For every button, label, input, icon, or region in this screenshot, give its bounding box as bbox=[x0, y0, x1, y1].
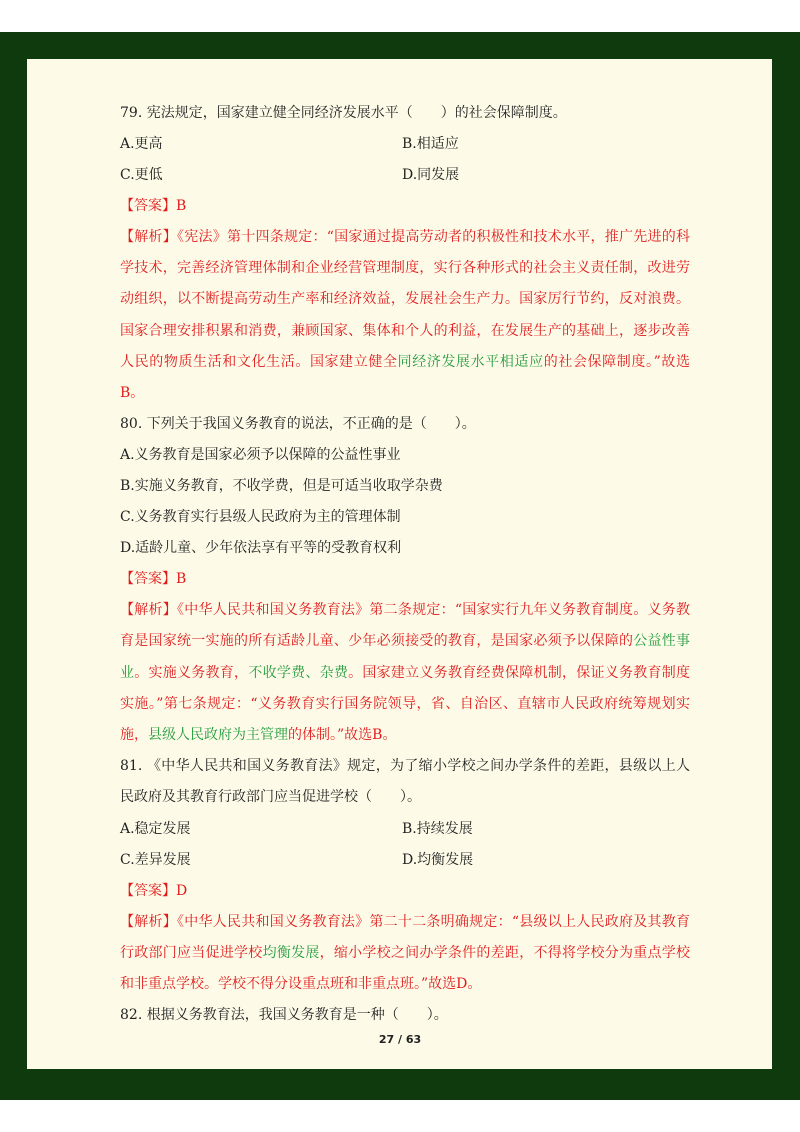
analysis-text: 【解析】《宪法》第十四条规定：“国家通过提高劳动者的积极性和技术水平，推广先进的科学技术，完善经济管理体制和企业经营管理制度，实行各种形式的社会主义责任制，改进劳动组织，以不断提高劳动生产率和经济效益，发展社会生产力。国家厉行节约，反对浪费。国家合理安排积累和消费，兼顾国家、集体和个人的利益，在发展生产的基础上，逐步改善人民的物质生活和文化生活。国家建立健全 bbox=[120, 229, 690, 370]
analysis-text: 【解析】《中华人民共和国义务教育法》第二条规定：“国家实行九年义务教育制度。义务教育是国家统一实施的所有适龄儿童、少年必须接受的教育，是国家必须予以保障的 bbox=[120, 602, 690, 650]
option-c: C.更低 bbox=[120, 167, 163, 183]
options-row bbox=[120, 129, 690, 160]
answer-label: 【答案】B bbox=[120, 198, 187, 214]
option-a: A.稳定发展 bbox=[120, 820, 191, 837]
analysis-text: 。实施义务教育， bbox=[134, 664, 249, 681]
analysis-text: 的社会保障制度。”故选B。 bbox=[120, 353, 690, 402]
question-stem: 81. 《中华人民共和国义务教育法》规定，为了缩小学校之间办学条件的差距，县级以上人民政府及其教育行政部门应当促进学校（ ）。 bbox=[120, 758, 690, 806]
question-stem: 80. 下列关于我国义务教育的说法，不正确的是（ ）。 bbox=[120, 416, 476, 433]
option-d: D.同发展 bbox=[402, 167, 460, 183]
page-number: 27 / 63 bbox=[378, 1033, 422, 1046]
options-row bbox=[120, 845, 690, 876]
analysis-text: 的体制。”故选B。 bbox=[288, 727, 397, 744]
question-stem: 82. 根据义务教育法，我国义务教育是一种（ ）。 bbox=[120, 1007, 448, 1024]
option-c: C.义务教育实行县级人民政府为主的管理体制 bbox=[120, 509, 401, 526]
option-c: C.差异发展 bbox=[120, 851, 191, 868]
answer-label: 【答案】B bbox=[120, 571, 187, 588]
options-row bbox=[120, 814, 690, 845]
highlight-text: 公益性事业 bbox=[120, 633, 691, 681]
option-b: B.实施义务教育，不收学费，但是可适当收取学杂费 bbox=[120, 478, 443, 495]
option-b: B.相适应 bbox=[402, 136, 459, 152]
option-d: D.适龄儿童、少年依法享有平等的受教育权利 bbox=[120, 540, 402, 557]
analysis-paragraph bbox=[120, 222, 690, 409]
highlight-text: 均衡发展 bbox=[262, 944, 320, 961]
document-content bbox=[120, 98, 690, 1031]
option-a: A.更高 bbox=[120, 136, 163, 152]
analysis-text: ，缩小学校之间办学条件的差距，不得将学校分为重点学校和非重点学校。学校不得分设重点班和非重点班。”故选D。 bbox=[120, 944, 691, 993]
answer-label: 【答案】D bbox=[120, 882, 188, 899]
question-stem: 79. 宪法规定，国家建立健全同经济发展水平（ ）的社会保障制度。 bbox=[120, 105, 567, 121]
highlight-text: 不收学费、杂费 bbox=[248, 664, 349, 681]
option-d: D.均衡发展 bbox=[402, 851, 474, 868]
highlight-text: 同经济发展水平相适应 bbox=[397, 353, 544, 370]
option-b: B.持续发展 bbox=[402, 820, 473, 837]
analysis-text: 。国家建立义务教育经费保障机制，保证义务教育制度实施。”第七条规定：“义务教育实行国务院领导，省、自治区、直辖市人民政府统筹规划实施， bbox=[120, 664, 691, 744]
analysis-paragraph bbox=[120, 595, 690, 751]
analysis-text: 【解析】《中华人民共和国义务教育法》第二十二条明确规定：“县级以上人民政府及其教育行政部门应当促进学校 bbox=[120, 913, 690, 961]
highlight-text: 县级人民政府为主管理 bbox=[148, 727, 288, 744]
option-a: A.义务教育是国家必须予以保障的公益性事业 bbox=[120, 447, 401, 464]
analysis-paragraph bbox=[120, 907, 690, 1001]
options-row bbox=[120, 160, 690, 191]
